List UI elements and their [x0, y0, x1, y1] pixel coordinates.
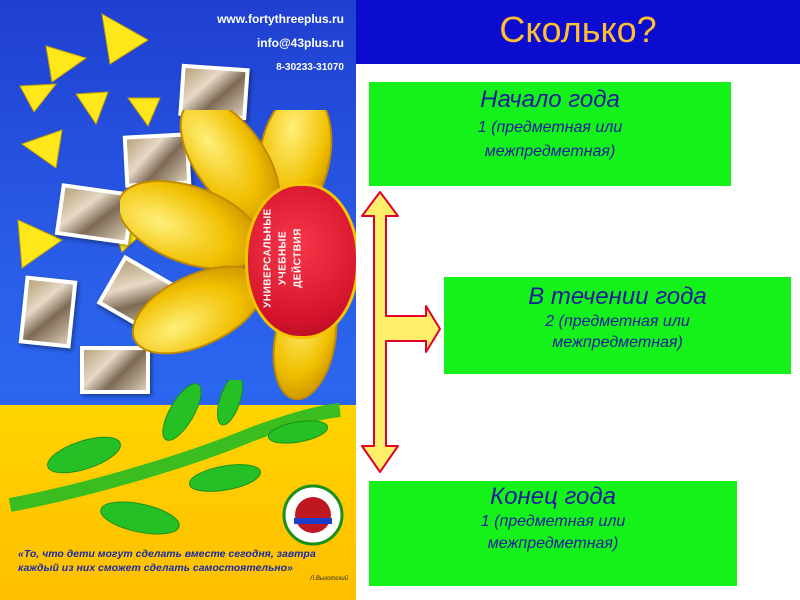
box-detail-line: межпредметная)	[484, 143, 616, 160]
school-emblem	[282, 484, 344, 546]
box-heading: Начало года	[480, 86, 620, 113]
end-of-year-box	[369, 481, 737, 586]
box-detail-line: межпредметная)	[487, 535, 619, 552]
triangle-shape	[22, 130, 62, 168]
poster-website: www.fortythreeplus.ru	[217, 12, 344, 26]
box-detail-line: 1 (предметная или	[477, 119, 623, 136]
during-year-box	[444, 277, 791, 374]
box-heading: Конец года	[490, 483, 616, 510]
poster-quote: «То, что дети могут сделать вместе сегодня, завтра каждый из них сможет сделать самостоятельно»	[18, 548, 316, 574]
double-arrow-with-branch-icon	[362, 192, 440, 472]
center-line: ДЕЙСТВИЯ	[292, 228, 304, 288]
photo-thumbnail	[19, 275, 78, 348]
poster-image	[0, 0, 356, 600]
center-line: УНИВЕРСАЛЬНЫЕ	[262, 208, 274, 308]
triangle-shape	[76, 92, 108, 124]
box-detail-line: 1 (предметная или	[480, 513, 626, 530]
title-bar	[356, 0, 800, 64]
leaf-shape	[212, 380, 247, 428]
triangle-shape	[20, 84, 56, 112]
center-line: УЧЕБНЫЕ	[277, 230, 289, 286]
timeline-arrows	[356, 186, 446, 478]
triangle-shape	[102, 14, 148, 64]
box-detail-line: межпредметная)	[552, 334, 683, 351]
leaf-shape	[98, 496, 182, 540]
poster-quote-author: Л.Выготский	[310, 576, 348, 582]
triangle-shape	[46, 46, 86, 82]
leaf-shape	[156, 380, 209, 446]
poster-email: info@43plus.ru	[256, 36, 344, 50]
box-heading: В течении года	[528, 283, 707, 310]
flower-center-text	[261, 208, 306, 308]
leaf-shape	[44, 430, 125, 480]
poster-phone: 8-30233-31070	[276, 62, 344, 73]
box-detail-line: 2 (предметная или	[545, 313, 690, 330]
leaf-shape	[187, 460, 262, 496]
start-of-year-box	[369, 82, 731, 186]
page-title: Сколько?	[499, 9, 657, 50]
